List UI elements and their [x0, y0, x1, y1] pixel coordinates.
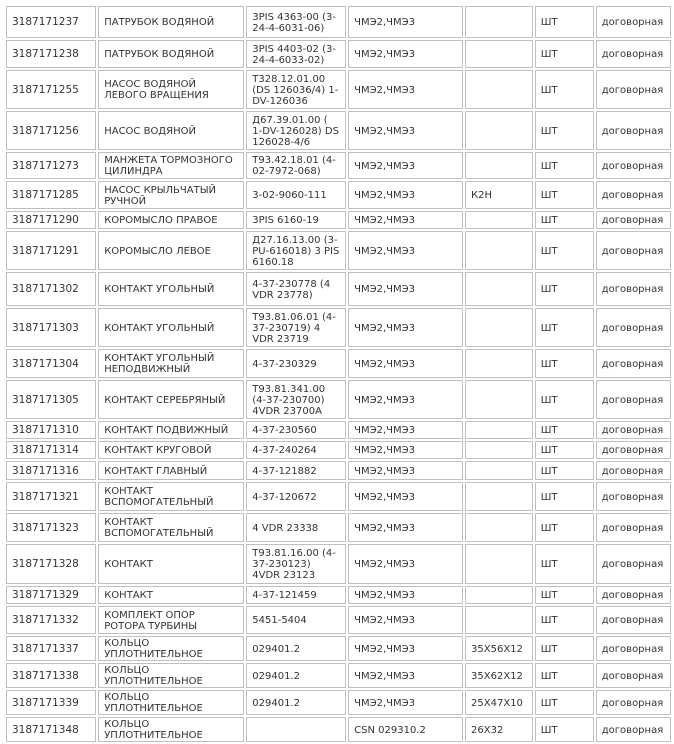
locomotive-models-cell: ЧМЭ2,ЧМЭ3 [348, 441, 463, 459]
table-row [6, 690, 671, 715]
part-code-cell: 3187171285 [6, 181, 96, 209]
part-size-cell [465, 272, 533, 306]
part-name-cell: КОНТАКТ ПОДВИЖНЫЙ [98, 421, 244, 439]
price-cell: договорная [596, 421, 671, 439]
part-size-cell [465, 482, 533, 511]
part-reference-cell: Т93.81.06.01 (4-37-230719) 4 VDR 23719 [246, 308, 346, 347]
part-code-cell: 3187171303 [6, 308, 96, 347]
unit-cell: ШТ [535, 380, 594, 419]
locomotive-models-cell: ЧМЭ2,ЧМЭ3 [348, 181, 463, 209]
locomotive-models-cell: ЧМЭ2,ЧМЭ3 [348, 663, 463, 688]
parts-table [4, 4, 673, 744]
locomotive-models-cell: ЧМЭ2,ЧМЭ3 [348, 6, 463, 38]
price-cell: договорная [596, 586, 671, 604]
part-reference-cell: 4-37-230560 [246, 421, 346, 439]
price-cell: договорная [596, 717, 671, 742]
locomotive-models-cell: ЧМЭ2,ЧМЭ3 [348, 152, 463, 179]
part-code-cell: 3187171339 [6, 690, 96, 715]
table-row [6, 482, 671, 511]
price-cell: договорная [596, 152, 671, 179]
price-cell: договорная [596, 482, 671, 511]
part-reference-cell: Т93.81.341.00 (4-37-230700) 4VDR 23700А [246, 380, 346, 419]
table-row [6, 349, 671, 378]
locomotive-models-cell: ЧМЭ2,ЧМЭ3 [348, 349, 463, 378]
unit-cell: ШТ [535, 349, 594, 378]
table-row [6, 636, 671, 661]
part-name-cell: КОРОМЫСЛО ЛЕВОЕ [98, 231, 244, 270]
part-code-cell: 3187171321 [6, 482, 96, 511]
part-reference-cell: Т328.12.01.00 (DS 126036/4) 1-DV-126036 [246, 70, 346, 109]
part-reference-cell [246, 717, 346, 742]
part-reference-cell: Д67.39.01.00 ( 1-DV-126028) DS 126028-4/6 [246, 111, 346, 150]
part-reference-cell: Т93.81.16.00 (4-37-230123) 4VDR 23123 [246, 544, 346, 584]
part-name-cell: КОНТАКТ УГОЛЬНЫЙ [98, 272, 244, 306]
part-size-cell: К2Н [465, 181, 533, 209]
unit-cell: ШТ [535, 544, 594, 584]
part-code-cell: 3187171273 [6, 152, 96, 179]
part-code-cell: 3187171256 [6, 111, 96, 150]
locomotive-models-cell: ЧМЭ2,ЧМЭ3 [348, 421, 463, 439]
table-row [6, 211, 671, 229]
part-name-cell: КОЛЬЦО УПЛОТНИТЕЛЬНОЕ [98, 636, 244, 661]
price-cell: договорная [596, 181, 671, 209]
locomotive-models-cell: ЧМЭ2,ЧМЭ3 [348, 308, 463, 347]
part-size-cell [465, 586, 533, 604]
part-size-cell [465, 111, 533, 150]
table-row [6, 663, 671, 688]
part-reference-cell: 3PIS 4363-00 (3-24-4-6031-06) [246, 6, 346, 38]
part-code-cell: 3187171237 [6, 6, 96, 38]
locomotive-models-cell: ЧМЭ2,ЧМЭ3 [348, 70, 463, 109]
table-row [6, 380, 671, 419]
part-name-cell: КОНТАКТ УГОЛЬНЫЙ [98, 308, 244, 347]
price-cell: договорная [596, 513, 671, 542]
table-row [6, 421, 671, 439]
table-row [6, 40, 671, 68]
part-code-cell: 3187171314 [6, 441, 96, 459]
part-reference-cell: 4-37-121459 [246, 586, 346, 604]
part-reference-cell: 029401.2 [246, 690, 346, 715]
part-name-cell: КОНТАКТ ГЛАВНЫЙ [98, 461, 244, 480]
unit-cell: ШТ [535, 441, 594, 459]
part-reference-cell: 4-37-121882 [246, 461, 346, 480]
price-cell: договорная [596, 111, 671, 150]
unit-cell: ШТ [535, 586, 594, 604]
part-size-cell: 35X62X12 [465, 663, 533, 688]
price-cell: договорная [596, 272, 671, 306]
part-size-cell [465, 421, 533, 439]
price-cell: договорная [596, 544, 671, 584]
part-size-cell [465, 231, 533, 270]
unit-cell: ШТ [535, 636, 594, 661]
part-size-cell [465, 513, 533, 542]
part-reference-cell: 4-37-230778 (4 VDR 23778) [246, 272, 346, 306]
part-code-cell: 3187171348 [6, 717, 96, 742]
part-reference-cell: 4-37-240264 [246, 441, 346, 459]
locomotive-models-cell: ЧМЭ2,ЧМЭ3 [348, 272, 463, 306]
part-name-cell: НАСОС ВОДЯНОЙ ЛЕВОГО ВРАЩЕНИЯ [98, 70, 244, 109]
part-reference-cell: 3PIS 6160-19 [246, 211, 346, 229]
part-name-cell: КОЛЬЦО УПЛОТНИТЕЛЬНОЕ [98, 717, 244, 742]
part-size-cell [465, 6, 533, 38]
part-size-cell [465, 70, 533, 109]
table-row [6, 606, 671, 634]
part-size-cell: 35X56X12 [465, 636, 533, 661]
unit-cell: ШТ [535, 70, 594, 109]
parts-table-body [6, 6, 671, 742]
locomotive-models-cell: ЧМЭ2,ЧМЭ3 [348, 111, 463, 150]
part-reference-cell: 029401.2 [246, 636, 346, 661]
part-code-cell: 3187171310 [6, 421, 96, 439]
price-cell: договорная [596, 349, 671, 378]
unit-cell: ШТ [535, 690, 594, 715]
price-cell: договорная [596, 211, 671, 229]
table-row [6, 231, 671, 270]
price-cell: договорная [596, 461, 671, 480]
unit-cell: ШТ [535, 482, 594, 511]
locomotive-models-cell: ЧМЭ2,ЧМЭ3 [348, 513, 463, 542]
part-name-cell: КОЛЬЦО УПЛОТНИТЕЛЬНОЕ [98, 663, 244, 688]
part-code-cell: 3187171290 [6, 211, 96, 229]
part-code-cell: 3187171328 [6, 544, 96, 584]
part-size-cell: 26X32 [465, 717, 533, 742]
table-row [6, 111, 671, 150]
unit-cell: ШТ [535, 663, 594, 688]
table-row [6, 717, 671, 742]
table-row [6, 308, 671, 347]
table-row [6, 586, 671, 604]
part-name-cell: КОМПЛЕКТ ОПОР РОТОРА ТУРБИНЫ [98, 606, 244, 634]
part-code-cell: 3187171291 [6, 231, 96, 270]
price-cell: договорная [596, 231, 671, 270]
price-cell: договорная [596, 70, 671, 109]
locomotive-models-cell: ЧМЭ2,ЧМЭ3 [348, 40, 463, 68]
part-size-cell [465, 40, 533, 68]
part-name-cell: НАСОС КРЫЛЬЧАТЫЙ РУЧНОЙ [98, 181, 244, 209]
part-size-cell [465, 152, 533, 179]
part-name-cell: НАСОС ВОДЯНОЙ [98, 111, 244, 150]
unit-cell: ШТ [535, 513, 594, 542]
table-row [6, 461, 671, 480]
unit-cell: ШТ [535, 421, 594, 439]
part-name-cell: КОНТАКТ [98, 544, 244, 584]
part-code-cell: 3187171255 [6, 70, 96, 109]
unit-cell: ШТ [535, 231, 594, 270]
part-code-cell: 3187171332 [6, 606, 96, 634]
unit-cell: ШТ [535, 6, 594, 38]
unit-cell: ШТ [535, 606, 594, 634]
part-name-cell: КОНТАКТ СЕРЕБРЯНЫЙ [98, 380, 244, 419]
part-code-cell: 3187171304 [6, 349, 96, 378]
part-name-cell: ПАТРУБОК ВОДЯНОЙ [98, 40, 244, 68]
locomotive-models-cell: ЧМЭ2,ЧМЭ3 [348, 231, 463, 270]
part-size-cell [465, 211, 533, 229]
table-row [6, 544, 671, 584]
part-code-cell: 3187171338 [6, 663, 96, 688]
unit-cell: ШТ [535, 461, 594, 480]
price-cell: договорная [596, 380, 671, 419]
part-code-cell: 3187171323 [6, 513, 96, 542]
part-reference-cell: 4-37-120672 [246, 482, 346, 511]
locomotive-models-cell: ЧМЭ2,ЧМЭ3 [348, 636, 463, 661]
part-code-cell: 3187171316 [6, 461, 96, 480]
table-row [6, 513, 671, 542]
part-code-cell: 3187171305 [6, 380, 96, 419]
locomotive-models-cell: CSN 029310.2 [348, 717, 463, 742]
locomotive-models-cell: ЧМЭ2,ЧМЭ3 [348, 211, 463, 229]
part-reference-cell: 3-02-9060-111 [246, 181, 346, 209]
table-row [6, 6, 671, 38]
part-code-cell: 3187171329 [6, 586, 96, 604]
locomotive-models-cell: ЧМЭ2,ЧМЭ3 [348, 586, 463, 604]
part-size-cell [465, 606, 533, 634]
part-size-cell [465, 349, 533, 378]
part-size-cell [465, 308, 533, 347]
locomotive-models-cell: ЧМЭ2,ЧМЭ3 [348, 690, 463, 715]
locomotive-models-cell: ЧМЭ2,ЧМЭ3 [348, 544, 463, 584]
part-code-cell: 3187171302 [6, 272, 96, 306]
part-name-cell: КОРОМЫСЛО ПРАВОЕ [98, 211, 244, 229]
part-reference-cell: 3PIS 4403-02 (3-24-4-6033-02) [246, 40, 346, 68]
price-cell: договорная [596, 606, 671, 634]
unit-cell: ШТ [535, 211, 594, 229]
part-reference-cell: Т93.42.18.01 (4-02-7972-068) [246, 152, 346, 179]
part-reference-cell: Д27.16.13.00 (3-PU-616018) 3 PIS 6160.18 [246, 231, 346, 270]
part-name-cell: КОЛЬЦО УПЛОТНИТЕЛЬНОЕ [98, 690, 244, 715]
price-cell: договорная [596, 690, 671, 715]
price-cell: договорная [596, 441, 671, 459]
unit-cell: ШТ [535, 717, 594, 742]
unit-cell: ШТ [535, 181, 594, 209]
part-size-cell [465, 461, 533, 480]
unit-cell: ШТ [535, 40, 594, 68]
table-row [6, 181, 671, 209]
part-reference-cell: 029401.2 [246, 663, 346, 688]
part-code-cell: 3187171238 [6, 40, 96, 68]
price-cell: договорная [596, 636, 671, 661]
part-name-cell: КОНТАКТ [98, 586, 244, 604]
part-name-cell: КОНТАКТ УГОЛЬНЫЙ НЕПОДВИЖНЫЙ [98, 349, 244, 378]
price-cell: договорная [596, 663, 671, 688]
part-size-cell [465, 380, 533, 419]
part-reference-cell: 4-37-230329 [246, 349, 346, 378]
part-name-cell: КОНТАКТ ВСПОМОГАТЕЛЬНЫЙ [98, 482, 244, 511]
locomotive-models-cell: ЧМЭ2,ЧМЭ3 [348, 461, 463, 480]
unit-cell: ШТ [535, 111, 594, 150]
part-name-cell: МАНЖЕТА ТОРМОЗНОГО ЦИЛИНДРА [98, 152, 244, 179]
price-cell: договорная [596, 6, 671, 38]
table-row [6, 441, 671, 459]
part-size-cell: 25X47X10 [465, 690, 533, 715]
part-reference-cell: 5451-5404 [246, 606, 346, 634]
locomotive-models-cell: ЧМЭ2,ЧМЭ3 [348, 482, 463, 511]
part-name-cell: КОНТАКТ КРУГОВОЙ [98, 441, 244, 459]
part-size-cell [465, 544, 533, 584]
part-reference-cell: 4 VDR 23338 [246, 513, 346, 542]
locomotive-models-cell: ЧМЭ2,ЧМЭ3 [348, 606, 463, 634]
price-cell: договорная [596, 308, 671, 347]
unit-cell: ШТ [535, 308, 594, 347]
locomotive-models-cell: ЧМЭ2,ЧМЭ3 [348, 380, 463, 419]
part-name-cell: КОНТАКТ ВСПОМОГАТЕЛЬНЫЙ [98, 513, 244, 542]
table-row [6, 272, 671, 306]
part-size-cell [465, 441, 533, 459]
table-row [6, 70, 671, 109]
unit-cell: ШТ [535, 272, 594, 306]
table-row [6, 152, 671, 179]
unit-cell: ШТ [535, 152, 594, 179]
part-name-cell: ПАТРУБОК ВОДЯНОЙ [98, 6, 244, 38]
part-code-cell: 3187171337 [6, 636, 96, 661]
price-cell: договорная [596, 40, 671, 68]
